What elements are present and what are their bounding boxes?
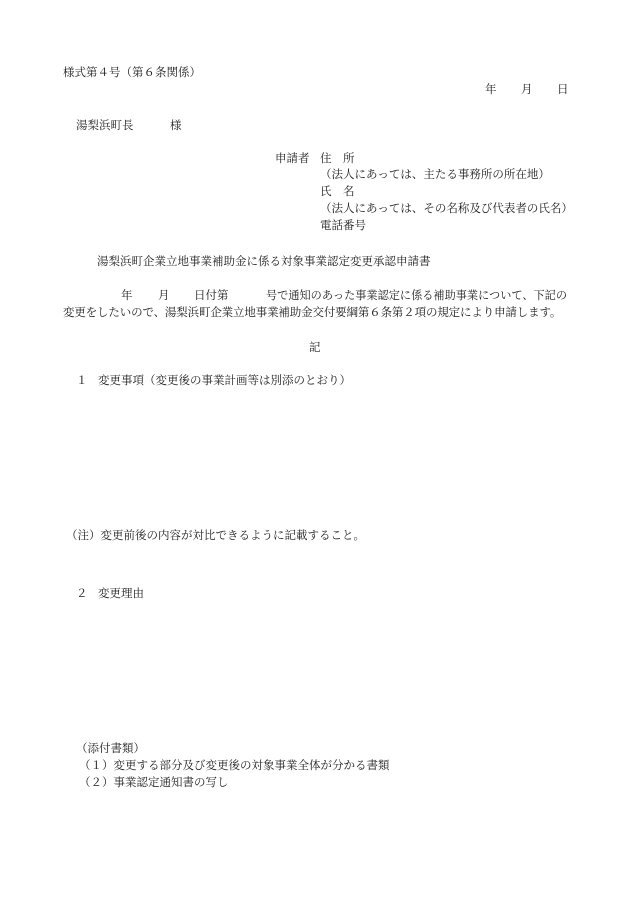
form-number: 様式第４号（第６条関係） [63,65,201,79]
date-month-label: 月 [521,82,533,96]
item-2-number: ２ [76,586,88,600]
applicant-name-label: 氏 名 [320,184,355,198]
note-text: （注）変更前後の内容が対比できるように記載すること。 [66,528,365,542]
item-1-text: 変更事項（変更後の事業計画等は別添のとおり） [98,373,351,387]
addressee-name: 湯梨浜町長 [76,118,134,132]
attachment-item-2: （２）事業認定通知書の写し [79,775,229,789]
applicant-address-label: 住 所 [320,151,355,165]
addressee-honorific: 様 [170,118,182,132]
item-2-text: 変更理由 [98,586,144,600]
ki-heading: 記 [309,340,321,354]
item-1-number: １ [76,373,88,387]
body-ref-year: 年 [121,288,133,302]
body-line-2: 変更をしたいので、湯梨浜町企業立地事業補助金交付要綱第６条第２項の規定により申請します。 [63,305,562,319]
date-year-label: 年 [485,82,497,96]
document-title: 湯梨浜町企業立地事業補助金に係る対象事業認定変更承認申請書 [97,254,431,268]
body-ref-day-no: 日付第 [194,288,229,302]
attachments-heading: （添付書類） [76,741,145,755]
body-ref-rest: 号で通知のあった事業認定に係る補助事業について、下記の [266,288,567,302]
attachment-item-1: （１）変更する部分及び変更後の対象事業全体が分かる書類 [79,758,390,772]
applicant-name-note: （法人にあっては、その名称及び代表者の氏名） [320,201,573,215]
body-ref-month: 月 [158,288,170,302]
applicant-phone-label: 電話番号 [320,218,366,232]
date-day-label: 日 [557,82,569,96]
applicant-address-note: （法人にあっては、主たる事務所の所在地） [320,167,550,181]
applicant-label: 申請者 [275,151,310,165]
